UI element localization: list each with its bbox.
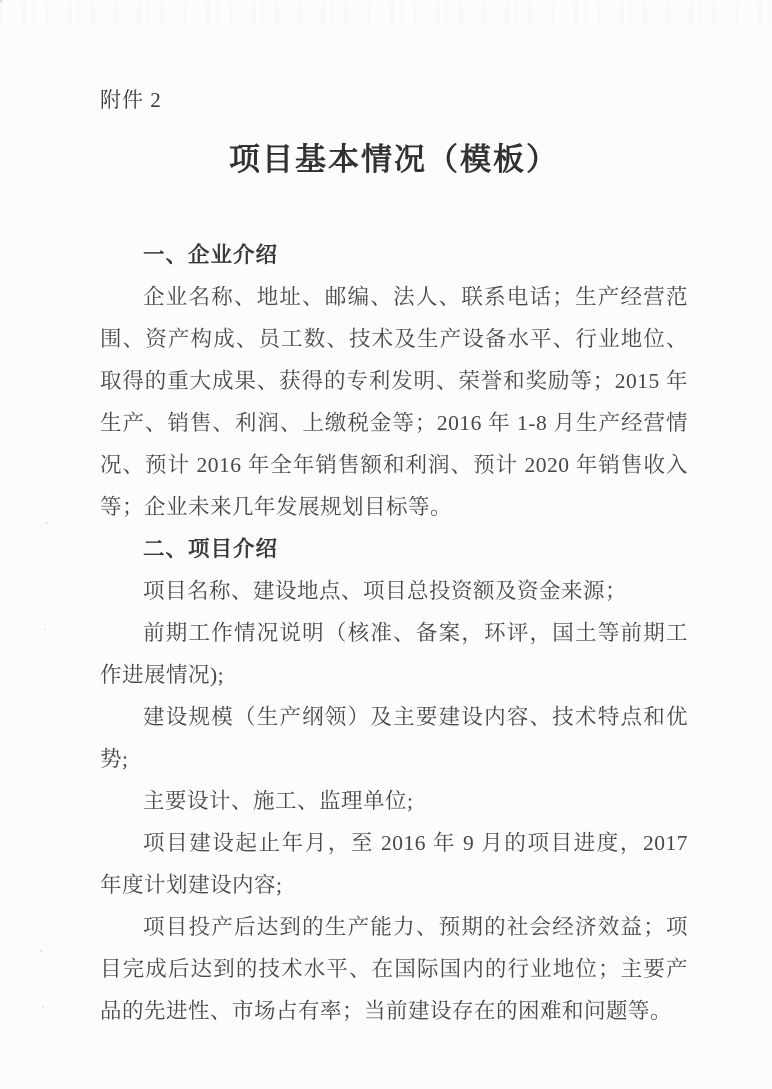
paragraph-construction-schedule: 项目建设起止年月，至 2016 年 9 月的项目进度，2017 年度计划建设内容;	[100, 831, 688, 897]
paragraph-preliminary-work: 前期工作情况说明（核准、备案，环评，国土等前期工作进展情况);	[100, 621, 688, 687]
scan-speck-artifacts	[0, 0, 2, 2]
scan-noise-artifact	[0, 0, 772, 26]
document-body	[100, 234, 688, 1032]
section-heading-project: 二、项目介绍	[143, 537, 279, 561]
attachment-label: 附件 2	[100, 88, 162, 112]
paragraph-enterprise-overview: 企业名称、地址、邮编、法人、联系电话；生产经营范围、资产构成、员工数、技术及生产设备水平、行业地位、取得的重大成果、获得的专利发明、荣誉和奖励等；2015 年生产、销售、利润、上缴税金等；2016 年 1-8 月生产经营情况、预计 2016 年全年销售额和利润、预计 2020 年销售收入等；企业未来几年发展规划目标等。	[100, 285, 688, 519]
paragraph-design-units: 主要设计、施工、监理单位;	[143, 789, 414, 813]
document-title: 项目基本情况（模板）	[229, 142, 559, 177]
section-enterprise-intro	[100, 234, 688, 528]
section-project-intro	[100, 528, 688, 1032]
paragraph-project-name-location: 项目名称、建设地点、项目总投资额及资金来源；	[143, 579, 628, 603]
paragraph-construction-scale: 建设规模（生产纲领）及主要建设内容、技术特点和优势;	[100, 705, 688, 771]
section-heading-enterprise: 一、企业介绍	[143, 243, 279, 267]
paragraph-post-production-outcomes: 项目投产后达到的生产能力、预期的社会经济效益；项目完成后达到的技术水平、在国际国内的行业地位；主要产品的先进性、市场占有率；当前建设存在的困难和问题等。	[100, 915, 688, 1023]
